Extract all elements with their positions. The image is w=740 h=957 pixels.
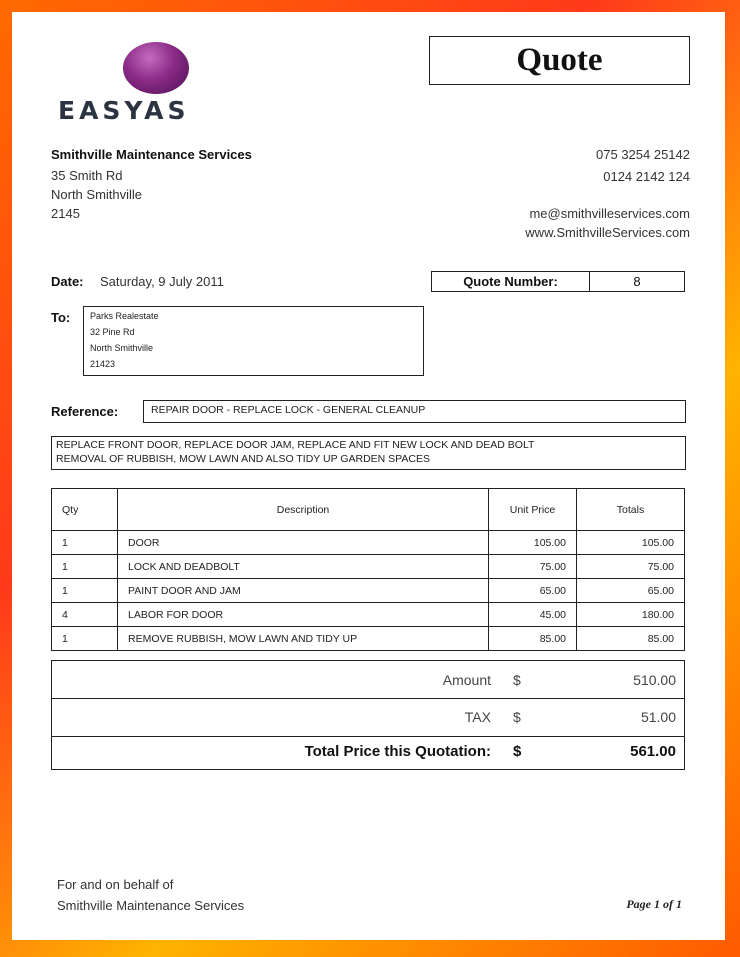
- company-address-line: 35 Smith Rd: [51, 168, 123, 183]
- total-row: [51, 737, 685, 770]
- cell-description: LABOR FOR DOOR: [118, 603, 489, 627]
- cell-description: PAINT DOOR AND JAM: [118, 579, 489, 603]
- cell-total: 75.00: [577, 555, 685, 579]
- cell-unit-price: 75.00: [489, 555, 577, 579]
- cell-unit-price: 65.00: [489, 579, 577, 603]
- table-header-row: [52, 489, 685, 531]
- amount-value: 510.00: [633, 672, 676, 688]
- cell-qty: 4: [52, 603, 118, 627]
- cell-qty: 1: [52, 555, 118, 579]
- quote-number-label: Quote Number:: [431, 271, 590, 292]
- reference-value: REPAIR DOOR - REPLACE LOCK - GENERAL CLEANUP: [151, 404, 426, 416]
- cell-unit-price: 85.00: [489, 627, 577, 651]
- items-table: [51, 488, 685, 651]
- company-address-line: 2145: [51, 206, 80, 221]
- cell-total: 105.00: [577, 531, 685, 555]
- amount-row: [51, 660, 685, 699]
- header-description: Description: [118, 489, 489, 531]
- tax-row: [51, 699, 685, 737]
- footer-line: For and on behalf of: [57, 877, 174, 892]
- company-logo-icon: [123, 42, 189, 94]
- cell-total: 65.00: [577, 579, 685, 603]
- company-name: Smithville Maintenance Services: [51, 147, 252, 162]
- recipient-line: 32 Pine Rd: [90, 327, 135, 337]
- total-value: 561.00: [630, 743, 676, 760]
- tax-value: 51.00: [640, 709, 676, 725]
- amount-currency: $: [513, 672, 521, 688]
- table-row: [52, 579, 685, 603]
- cell-unit-price: 105.00: [489, 531, 577, 555]
- company-logo-text: EASYAS: [58, 96, 190, 125]
- tax-currency: $: [513, 709, 521, 725]
- table-row: [52, 555, 685, 579]
- cell-description: DOOR: [118, 531, 489, 555]
- date-label: Date:: [51, 274, 84, 289]
- total-currency: $: [513, 743, 522, 760]
- company-phone: 075 3254 25142: [596, 147, 690, 162]
- cell-qty: 1: [52, 627, 118, 651]
- details-line: REPLACE FRONT DOOR, REPLACE DOOR JAM, REPLACE AND FIT NEW LOCK AND DEAD BOLT: [56, 439, 535, 451]
- cell-description: REMOVE RUBBISH, MOW LAWN AND TIDY UP: [118, 627, 489, 651]
- total-label: Total Price this Quotation:: [304, 743, 491, 760]
- company-address-line: North Smithville: [51, 187, 143, 202]
- cell-unit-price: 45.00: [489, 603, 577, 627]
- cell-qty: 1: [52, 579, 118, 603]
- amount-label: Amount: [442, 672, 491, 688]
- company-website: www.SmithvilleServices.com: [525, 225, 690, 240]
- page-number: Page 1 of 1: [626, 897, 682, 911]
- footer-company: Smithville Maintenance Services: [57, 898, 245, 913]
- cell-total: 180.00: [577, 603, 685, 627]
- table-row: [52, 531, 685, 555]
- recipient-line: Parks Realestate: [90, 311, 159, 321]
- company-email: me@smithvilleservices.com: [529, 206, 690, 221]
- table-row: [52, 627, 685, 651]
- cell-description: LOCK AND DEADBOLT: [118, 555, 489, 579]
- cell-total: 85.00: [577, 627, 685, 651]
- quote-number-value: 8: [589, 271, 685, 292]
- recipient-line: North Smithville: [90, 343, 154, 353]
- document-title: Quote: [429, 36, 690, 85]
- cell-qty: 1: [52, 531, 118, 555]
- table-row: [52, 603, 685, 627]
- header-totals: Totals: [577, 489, 685, 531]
- header-qty: Qty: [52, 489, 118, 531]
- details-line: REMOVAL OF RUBBISH, MOW LAWN AND ALSO TIDY UP GARDEN SPACES: [56, 453, 430, 465]
- to-label: To:: [51, 310, 71, 325]
- date-value: Saturday, 9 July 2011: [100, 274, 224, 289]
- company-phone-alt: 0124 2142 124: [603, 169, 690, 184]
- tax-label: TAX: [464, 709, 491, 725]
- header-unit-price: Unit Price: [489, 489, 577, 531]
- recipient-line: 21423: [90, 359, 116, 369]
- reference-label: Reference:: [51, 404, 119, 419]
